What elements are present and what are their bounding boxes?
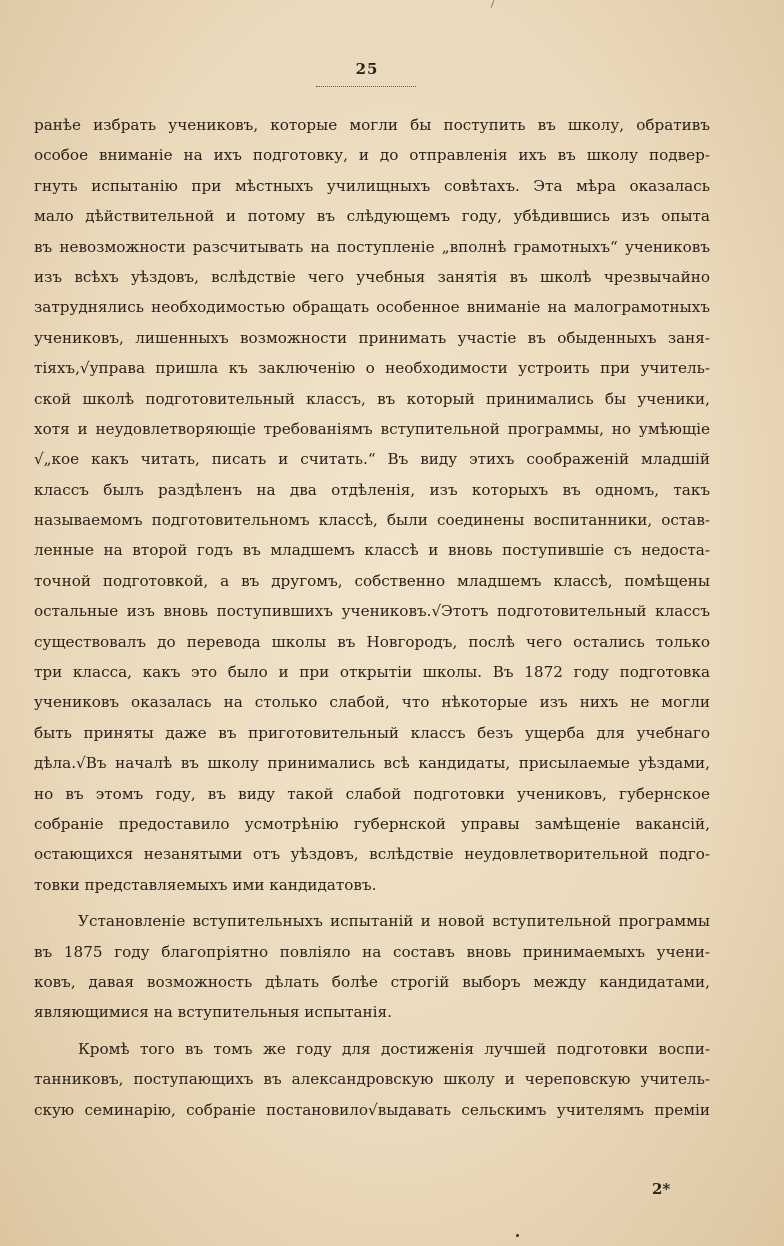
text-line: называемомъ подготовительномъ классѣ, были соединены воспитанники, остав- bbox=[34, 511, 710, 530]
text-line: три класса, какъ это было и при открытіи школы. Въ 1872 году подготовка bbox=[34, 663, 710, 682]
text-line: остающихся незанятыми отъ уѣздовъ, вслѣдствіе неудовлетворительной подго- bbox=[34, 845, 710, 864]
ink-speck bbox=[516, 1234, 519, 1237]
text-line: точной подготовкой, а въ другомъ, собственно младшемъ классѣ, помѣщены bbox=[34, 571, 710, 590]
text-line: скую семинарію, собраніе постановило√выдавать сельскимъ учителямъ преміи bbox=[34, 1100, 710, 1119]
text-line: собраніе предоставило усмотрѣнію губернской управы замѣщеніе вакансій, bbox=[34, 814, 710, 833]
text-line: √„кое какъ читать, писать и считать.“ Въ виду этихъ соображеній младшій bbox=[34, 450, 710, 469]
text-line: ковъ, давая возможность дѣлать болѣе строгій выборъ между кандидатами, bbox=[34, 972, 710, 991]
text-line: но въ этомъ году, въ виду такой слабой подготовки учениковъ, губернское bbox=[34, 784, 710, 803]
text-line: классъ былъ раздѣленъ на два отдѣленія, изъ которыхъ въ одномъ, такъ bbox=[34, 480, 710, 499]
text-line: быть приняты даже въ приготовительный классъ безъ ущерба для учебнаго bbox=[34, 723, 710, 742]
text-line: особое вниманіе на ихъ подготовку, и до отправленія ихъ въ школу подвер- bbox=[34, 146, 710, 165]
margin-mark bbox=[491, 0, 495, 8]
text-line: Кромѣ того въ томъ же году для достиженія лучшей подготовки воспи- bbox=[78, 1039, 710, 1058]
text-line: въ невозможности разсчитывать на поступленіе „вполнѣ грамотныхъ“ учениковъ bbox=[34, 237, 710, 256]
text-line: учениковъ оказалась на столько слабой, что нѣкоторые изъ нихъ не могли bbox=[34, 693, 710, 712]
text-line: являющимися на вступительныя испытанія. bbox=[34, 1003, 392, 1022]
header-divider bbox=[316, 86, 416, 87]
text-line: ской школѣ подготовительный классъ, въ который принимались бы ученики, bbox=[34, 389, 710, 408]
text-line: учениковъ, лишенныхъ возможности принимать участіе въ обыденныхъ заня- bbox=[34, 328, 710, 347]
text-line: въ 1875 году благопріятно повліяло на составъ вновь принимаемыхъ учени- bbox=[34, 942, 710, 961]
text-line: хотя и неудовлетворяющіе требованіямъ вступительной программы, но умѣющіе bbox=[34, 419, 710, 438]
text-line: существовалъ до перевода школы въ Новгородъ, послѣ чего остались только bbox=[34, 632, 710, 651]
text-line: ленные на второй годъ въ младшемъ классѣ и вновь поступившіе съ недоста- bbox=[34, 541, 710, 560]
text-line: тіяхъ,√управа пришла къ заключенію о необходимости устроить при учитель- bbox=[34, 359, 710, 378]
text-line: ранѣе избрать учениковъ, которые могли бы поступить въ школу, обративъ bbox=[34, 116, 710, 134]
text-line: затруднялись необходимостью обращать особенное вниманіе на малограмотныхъ bbox=[34, 298, 710, 317]
body-text bbox=[34, 110, 710, 1125]
text-line: изъ всѣхъ уѣздовъ, вслѣдствіе чего учебныя занятія въ школѣ чрезвычайно bbox=[34, 267, 710, 286]
page-number: 25 bbox=[355, 60, 379, 78]
text-line: гнуть испытанію при мѣстныхъ училищныхъ совѣтахъ. Эта мѣра оказалась bbox=[34, 176, 710, 195]
signature-mark: 2* bbox=[652, 1180, 671, 1198]
text-line: мало дѣйствительной и потому въ слѣдующемъ году, убѣдившись изъ опыта bbox=[34, 207, 710, 226]
text-line: Установленіе вступительныхъ испытаній и новой вступительной программы bbox=[78, 912, 710, 931]
text-line: товки представляемыхъ ими кандидатовъ. bbox=[34, 875, 377, 894]
text-line: остальные изъ вновь поступившихъ учениковъ.√Этотъ подготовительный классъ bbox=[34, 602, 710, 621]
text-line: танниковъ, поступающихъ въ александровскую школу и череповскую учитель- bbox=[34, 1070, 710, 1089]
text-line: дѣла.√Въ началѣ въ школу принимались всѣ кандидаты, присылаемые уѣздами, bbox=[34, 754, 710, 773]
